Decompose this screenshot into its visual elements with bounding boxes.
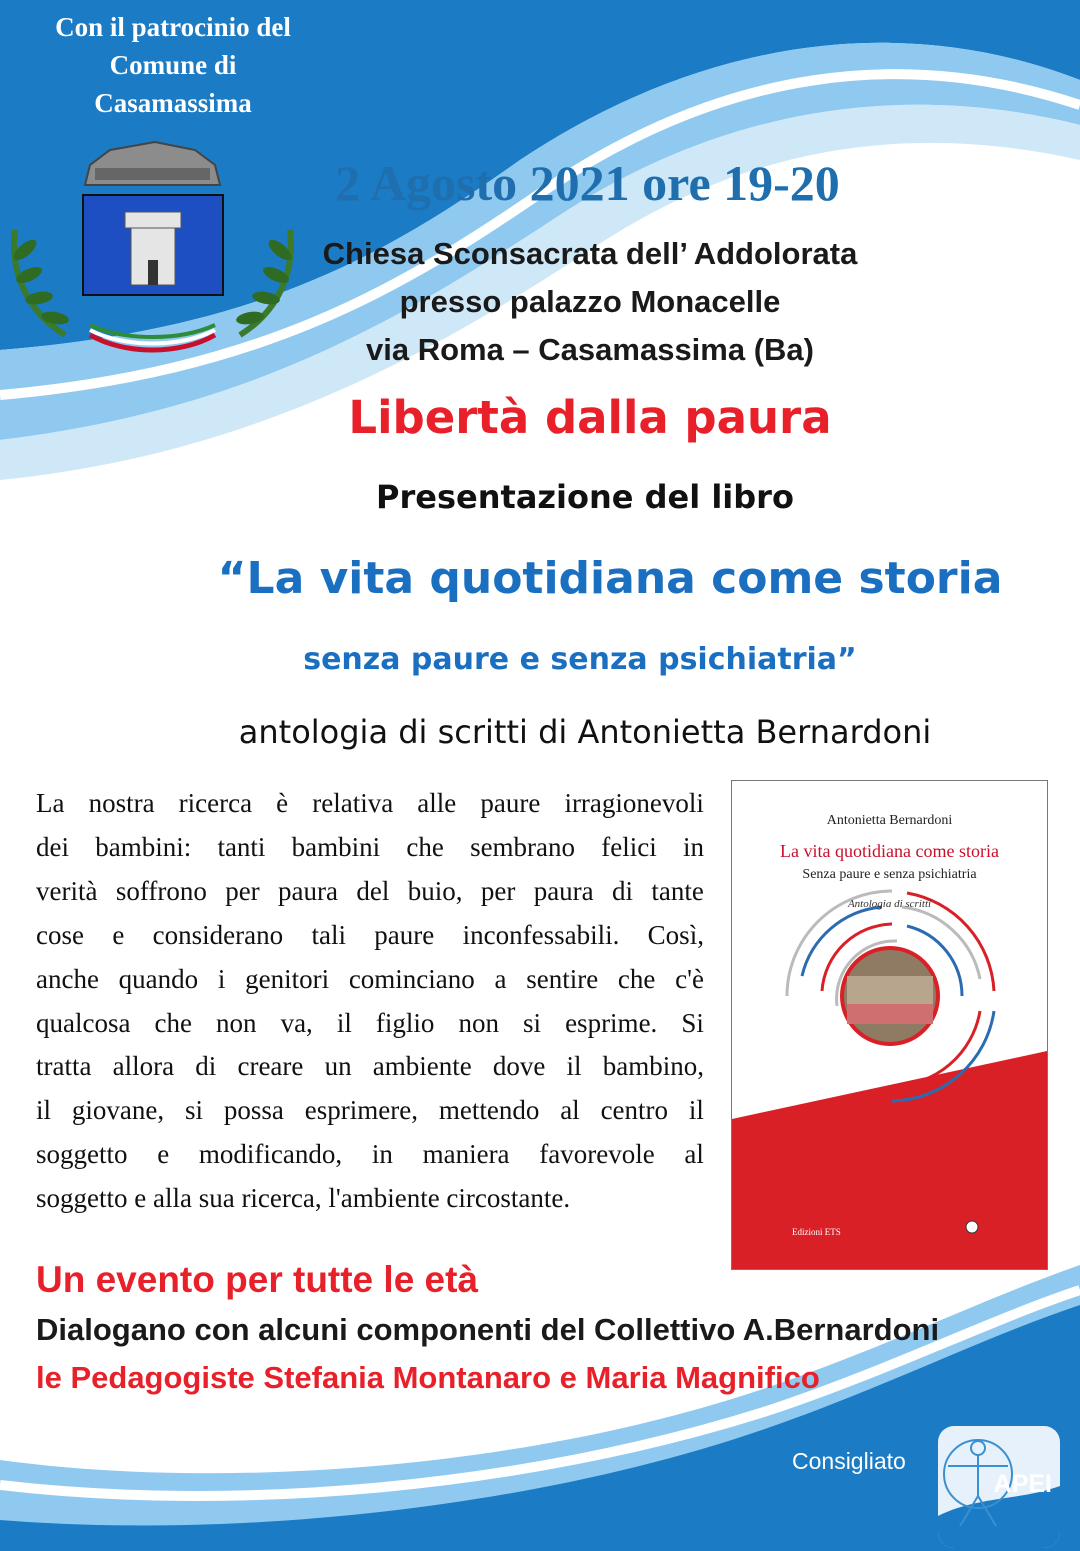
description-word: che bbox=[154, 1007, 192, 1038]
description-word: a bbox=[494, 963, 507, 994]
description-word: cominciano bbox=[348, 963, 475, 994]
venue-block bbox=[260, 230, 920, 374]
description-word: cose bbox=[36, 919, 84, 950]
description-word: i bbox=[217, 963, 226, 994]
description-word: genitori bbox=[245, 963, 330, 994]
description-word: per bbox=[225, 875, 260, 906]
description-word: Così, bbox=[647, 919, 704, 950]
cover-red-band bbox=[732, 1051, 1047, 1269]
description-word: del bbox=[356, 875, 390, 906]
description-word: La bbox=[36, 788, 65, 818]
description-word: in bbox=[682, 831, 704, 862]
description-word: non bbox=[458, 1007, 499, 1038]
description-word: paure bbox=[480, 788, 541, 818]
anthology-line: antologia di scritti di Antonietta Bernardoni bbox=[238, 713, 932, 751]
presentation-label: Presentazione del libro bbox=[376, 478, 794, 516]
dialog-line: Dialogano con alcuni componenti del Collettivo A.Bernardoni bbox=[36, 1312, 940, 1347]
description-word: figlio bbox=[375, 1007, 435, 1038]
description-word: alle bbox=[417, 788, 457, 818]
description-word: irragionevoli bbox=[564, 788, 704, 818]
description-paragraph bbox=[36, 782, 704, 1221]
description-line bbox=[36, 1045, 704, 1089]
description-word: soffrono bbox=[115, 875, 207, 906]
description-word: soggetto bbox=[36, 1139, 128, 1170]
description-line bbox=[36, 782, 704, 826]
description-word: buio, bbox=[407, 875, 463, 906]
description-word: esprimere, bbox=[304, 1095, 418, 1126]
description-word: tratta bbox=[36, 1051, 92, 1082]
patronage-line: Comune di bbox=[109, 50, 237, 80]
description-word: quando bbox=[118, 963, 199, 994]
coat-of-arms-icon bbox=[5, 140, 300, 365]
description-word: bambino, bbox=[602, 1051, 704, 1082]
patronage-line: Con il patrocinio del bbox=[55, 12, 291, 42]
description-word: il bbox=[566, 1051, 582, 1082]
apei-label: APEI bbox=[993, 1470, 1052, 1498]
description-word: bambini: bbox=[95, 831, 192, 862]
description-word: va, bbox=[280, 1007, 313, 1038]
description-word: paura bbox=[533, 875, 594, 906]
description-word: di bbox=[612, 875, 634, 906]
patronage-line: Casamassima bbox=[94, 88, 252, 118]
description-word: verità bbox=[36, 875, 98, 906]
description-word: paure bbox=[374, 919, 435, 950]
description-word: allora bbox=[112, 1051, 175, 1082]
description-word: maniera bbox=[422, 1139, 510, 1170]
description-line bbox=[36, 826, 704, 870]
description-line bbox=[36, 914, 704, 958]
description-word: che bbox=[406, 831, 444, 862]
description-word: felici bbox=[601, 831, 657, 862]
description-word: modificando, bbox=[198, 1139, 343, 1170]
description-word: relativa bbox=[312, 788, 394, 818]
cover-publisher: Edizioni ETS bbox=[792, 1227, 841, 1237]
description-word: qualcosa bbox=[36, 1007, 131, 1038]
event-line: Un evento per tutte le età bbox=[36, 1259, 479, 1300]
description-word: e bbox=[157, 1139, 170, 1170]
description-word: tanti bbox=[217, 831, 266, 862]
description-line bbox=[36, 958, 704, 1002]
description-word: anche bbox=[36, 963, 99, 994]
description-word: un bbox=[324, 1051, 352, 1082]
description-word: esprime. bbox=[565, 1007, 658, 1038]
description-word: considerano bbox=[152, 919, 284, 950]
description-word: il bbox=[336, 1007, 352, 1038]
description-word: mettendo bbox=[438, 1095, 540, 1126]
description-word: nostra bbox=[88, 788, 155, 818]
cover-subtitle: Senza paure e senza psichiatria bbox=[802, 867, 977, 882]
apei-logo bbox=[938, 1426, 1060, 1548]
description-word: per bbox=[480, 875, 516, 906]
book-subtitle: senza paure e senza psichiatria” bbox=[303, 642, 857, 677]
description-word: il bbox=[36, 1095, 52, 1126]
description-word: si bbox=[185, 1095, 204, 1126]
description-word: dei bbox=[36, 831, 69, 862]
headline: Libertà dalla paura bbox=[348, 391, 832, 444]
description-word: non bbox=[216, 1007, 257, 1038]
description-word: bambini bbox=[291, 831, 381, 862]
description-word: al bbox=[684, 1139, 704, 1170]
description-word: inconfessabili. bbox=[462, 919, 620, 950]
description-word: ambiente bbox=[372, 1051, 472, 1082]
book-title: “La vita quotidiana come storia bbox=[217, 553, 1003, 604]
description-word: si bbox=[523, 1007, 542, 1038]
description-word: il bbox=[688, 1095, 704, 1126]
description-word: sentire bbox=[526, 963, 599, 994]
description-line bbox=[36, 1002, 704, 1046]
description-line bbox=[36, 1089, 704, 1133]
description-word: creare bbox=[237, 1051, 304, 1082]
patronage-text bbox=[18, 8, 328, 122]
description-word: di bbox=[195, 1051, 217, 1082]
pedagogists-line: le Pedagogiste Stefania Montanaro e Maria Magnifico bbox=[36, 1360, 820, 1395]
description-line bbox=[36, 870, 704, 914]
description-word: in bbox=[371, 1139, 393, 1170]
description-word: soggetto e alla sua ricerca, l'ambiente circostante. bbox=[36, 1183, 571, 1214]
cover-author: Antonietta Bernardoni bbox=[826, 813, 953, 828]
description-word: possa bbox=[223, 1095, 284, 1126]
description-word: e bbox=[112, 919, 125, 950]
description-word: Si bbox=[681, 1007, 704, 1038]
venue-line: presso palazzo Monacelle bbox=[399, 284, 781, 319]
description-word: favorevole bbox=[539, 1139, 655, 1170]
description-line bbox=[36, 1133, 704, 1177]
venue-line: via Roma – Casamassima (Ba) bbox=[365, 332, 814, 367]
description-word: dove bbox=[492, 1051, 546, 1082]
cover-title: La vita quotidiana come storia bbox=[780, 841, 999, 861]
description-word: sembrano bbox=[470, 831, 576, 862]
description-word: tante bbox=[651, 875, 704, 906]
recommended-label: Consigliato bbox=[792, 1448, 906, 1474]
description-word: è bbox=[276, 788, 289, 818]
description-word: paura bbox=[278, 875, 338, 906]
cover-kicker: Antologia di scritti bbox=[847, 898, 932, 910]
description-word: centro bbox=[600, 1095, 669, 1126]
description-word: al bbox=[560, 1095, 580, 1126]
event-date: 2 Agosto 2021 ore 19-20 bbox=[335, 155, 840, 211]
description-word: ricerca bbox=[178, 788, 253, 818]
description-word: c'è bbox=[675, 963, 704, 994]
venue-line: Chiesa Sconsacrata dell’ Addolorata bbox=[322, 236, 858, 271]
description-word: giovane, bbox=[71, 1095, 165, 1126]
book-cover bbox=[731, 780, 1048, 1270]
description-line bbox=[36, 1177, 704, 1221]
description-word: tali bbox=[311, 919, 346, 950]
description-word: che bbox=[617, 963, 656, 994]
